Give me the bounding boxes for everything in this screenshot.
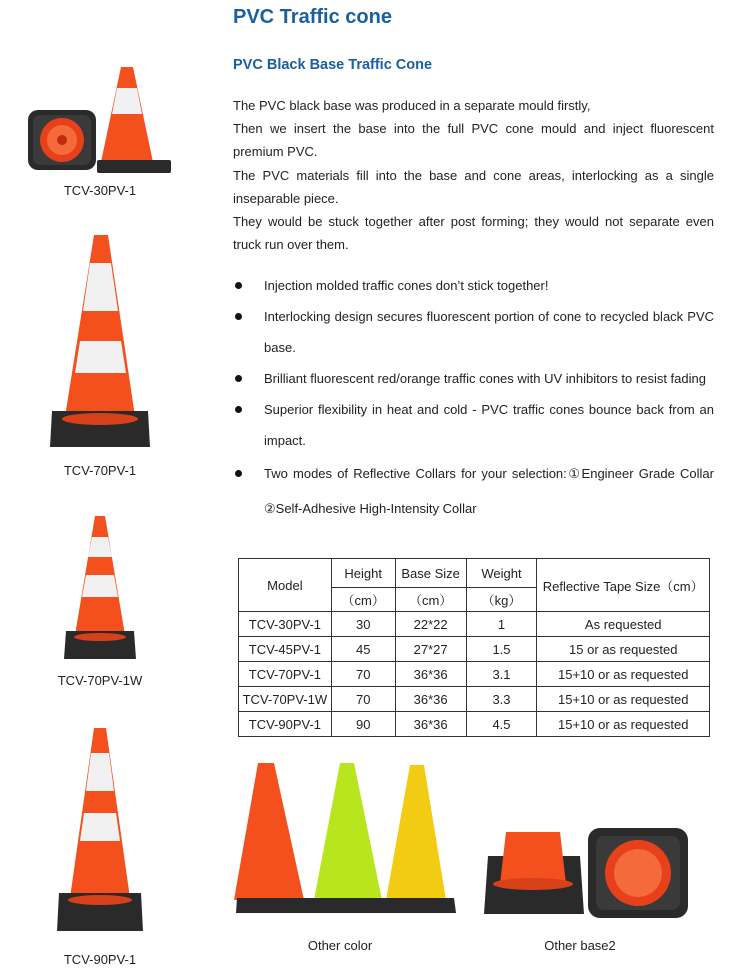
- cell-base-size: 36*36: [395, 687, 466, 712]
- caption-cone-4: TCV-90PV-1: [63, 952, 137, 967]
- header-base-size-unit: （cm）: [395, 588, 466, 612]
- cell-tape-size: 15+10 or as requested: [537, 687, 710, 712]
- intro-paragraph: Then we insert the base into the full PVC cone mould and inject fluorescent premium PVC.: [233, 121, 714, 160]
- table-row: [239, 662, 710, 687]
- cell-weight: 3.3: [466, 687, 537, 712]
- table-row: [239, 637, 710, 662]
- cone-tcv-90pv-1-image: [55, 725, 145, 935]
- intro-paragraph: They would be stuck together after post forming; they would not separate even truck run over them.: [233, 214, 714, 253]
- header-tape-size: Reflective Tape Size（cm）: [537, 559, 710, 612]
- table-row: [239, 687, 710, 712]
- cell-height: 90: [331, 712, 395, 737]
- header-model: Model: [239, 559, 332, 612]
- cone-tcv-30pv-1-image: [25, 62, 175, 177]
- cell-weight: 1.5: [466, 637, 537, 662]
- cell-weight: 4.5: [466, 712, 537, 737]
- feature-item: Superior flexibility in heat and cold - PVC traffic cones bounce back from an impact.: [233, 394, 714, 456]
- cell-tape-size: 15+10 or as requested: [537, 662, 710, 687]
- feature-item: Brilliant fluorescent red/orange traffic cones with UV inhibitors to resist fading: [233, 363, 714, 394]
- cell-tape-size: 15 or as requested: [537, 637, 710, 662]
- cell-height: 45: [331, 637, 395, 662]
- cell-weight: 1: [466, 612, 537, 637]
- cell-base-size: 36*36: [395, 712, 466, 737]
- cell-height: 70: [331, 662, 395, 687]
- caption-cone-1: TCV-30PV-1: [63, 183, 137, 198]
- cell-model: TCV-90PV-1: [239, 712, 332, 737]
- cone-tcv-70pv-1w-image: [62, 513, 138, 661]
- cell-model: TCV-70PV-1: [239, 662, 332, 687]
- feature-item: Interlocking design secures fluorescent portion of cone to recycled black PVC base.: [233, 301, 714, 363]
- feature-item: Two modes of Reflective Collars for your selection:①Engineer Grade Collar ②Self-Adhesive High-Intensity Collar: [233, 456, 714, 526]
- cell-model: TCV-70PV-1W: [239, 687, 332, 712]
- header-height: Height: [331, 559, 395, 588]
- cell-height: 30: [331, 612, 395, 637]
- spec-table: [238, 558, 710, 737]
- caption-cone-3: TCV-70PV-1W: [57, 673, 143, 688]
- caption-other-color: Other color: [307, 938, 373, 953]
- other-base-image: [484, 826, 690, 920]
- cell-height: 70: [331, 687, 395, 712]
- table-row: [239, 612, 710, 637]
- caption-cone-2: TCV-70PV-1: [63, 463, 137, 478]
- cell-tape-size: 15+10 or as requested: [537, 712, 710, 737]
- section-subtitle: PVC Black Base Traffic Cone: [233, 57, 433, 73]
- header-weight: Weight: [466, 559, 537, 588]
- cell-base-size: 22*22: [395, 612, 466, 637]
- cell-weight: 3.1: [466, 662, 537, 687]
- cone-tcv-70pv-1-image: [48, 233, 152, 451]
- cell-base-size: 27*27: [395, 637, 466, 662]
- header-height-unit: （cm）: [331, 588, 395, 612]
- intro-paragraph: The PVC materials fill into the base and cone areas, interlocking as a single inseparable piece.: [233, 167, 714, 206]
- header-base-size: Base Size: [395, 559, 466, 588]
- cell-tape-size: As requested: [537, 612, 710, 637]
- table-row: [239, 712, 710, 737]
- feature-item: Injection molded traffic cones don’t stick together!: [233, 270, 714, 301]
- intro-text: [233, 94, 714, 256]
- cell-model: TCV-30PV-1: [239, 612, 332, 637]
- intro-paragraph: The PVC black base was produced in a separate mould firstly,: [233, 98, 591, 113]
- table-header-row: [239, 559, 710, 588]
- cell-base-size: 36*36: [395, 662, 466, 687]
- header-weight-unit: （kg）: [466, 588, 537, 612]
- page-title: PVC Traffic cone: [233, 6, 392, 28]
- cell-model: TCV-45PV-1: [239, 637, 332, 662]
- other-color-cones-image: [234, 755, 458, 920]
- feature-list: [233, 270, 714, 526]
- caption-other-base: Other base2: [544, 938, 616, 953]
